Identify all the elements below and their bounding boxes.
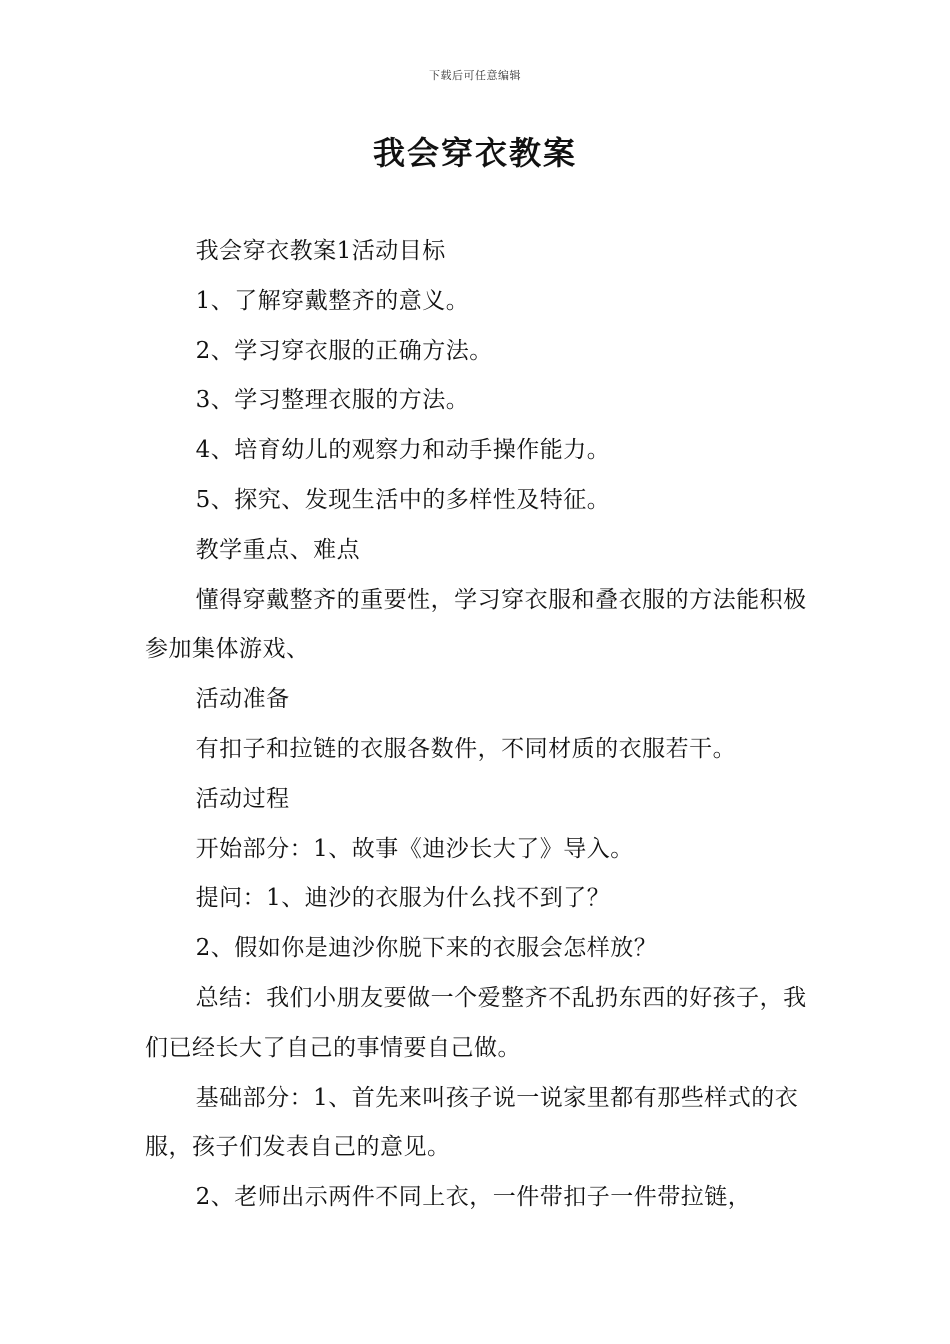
document-body	[145, 227, 810, 1223]
paragraph-2: 1、了解穿戴整齐的意义。	[195, 287, 470, 314]
paragraph-14: 2、假如你是迪沙你脱下来的衣服会怎样放？	[195, 935, 658, 962]
paragraph-6: 5、探究、发现生活中的多样性及特征。	[195, 486, 611, 513]
paragraph-3: 2、学习穿衣服的正确方法。	[195, 337, 493, 364]
paragraph-16: 基础部分：1、首先来叫孩子说一说家里都有那些样式的衣服，孩子们发表自己的意见。	[145, 1084, 799, 1161]
paragraph-4: 3、学习整理衣服的方法。	[195, 387, 470, 414]
paragraph-13: 提问：1、迪沙的衣服为什么找不到了？	[195, 885, 611, 912]
paragraph-8: 懂得穿戴整齐的重要性，学习穿衣服和叠衣服的方法能积极参加集体游戏、	[145, 586, 807, 663]
paragraph-15: 总结：我们小朋友要做一个爱整齐不乱扔东西的好孩子，我们已经长大了自己的事情要自己做。	[145, 984, 807, 1061]
paragraph-1: 我会穿衣教案1活动目标	[195, 238, 446, 264]
paragraph-12: 开始部分：1、故事《迪沙长大了》导入。	[195, 835, 634, 862]
paragraph-7: 教学重点、难点	[195, 536, 361, 563]
header-note: 下载后可任意编辑	[429, 69, 521, 82]
paragraph-17: 2、老师出示两件不同上衣，一件带扣子一件带拉链，	[195, 1184, 752, 1211]
paragraph-11: 活动过程	[195, 785, 290, 812]
page-title: 我会穿衣教案	[372, 134, 577, 172]
paragraph-5: 4、培育幼儿的观察力和动手操作能力。	[195, 437, 611, 464]
paragraph-9: 活动准备	[195, 686, 290, 713]
paragraph-10: 有扣子和拉链的衣服各数件，不同材质的衣服若干。	[195, 735, 737, 762]
